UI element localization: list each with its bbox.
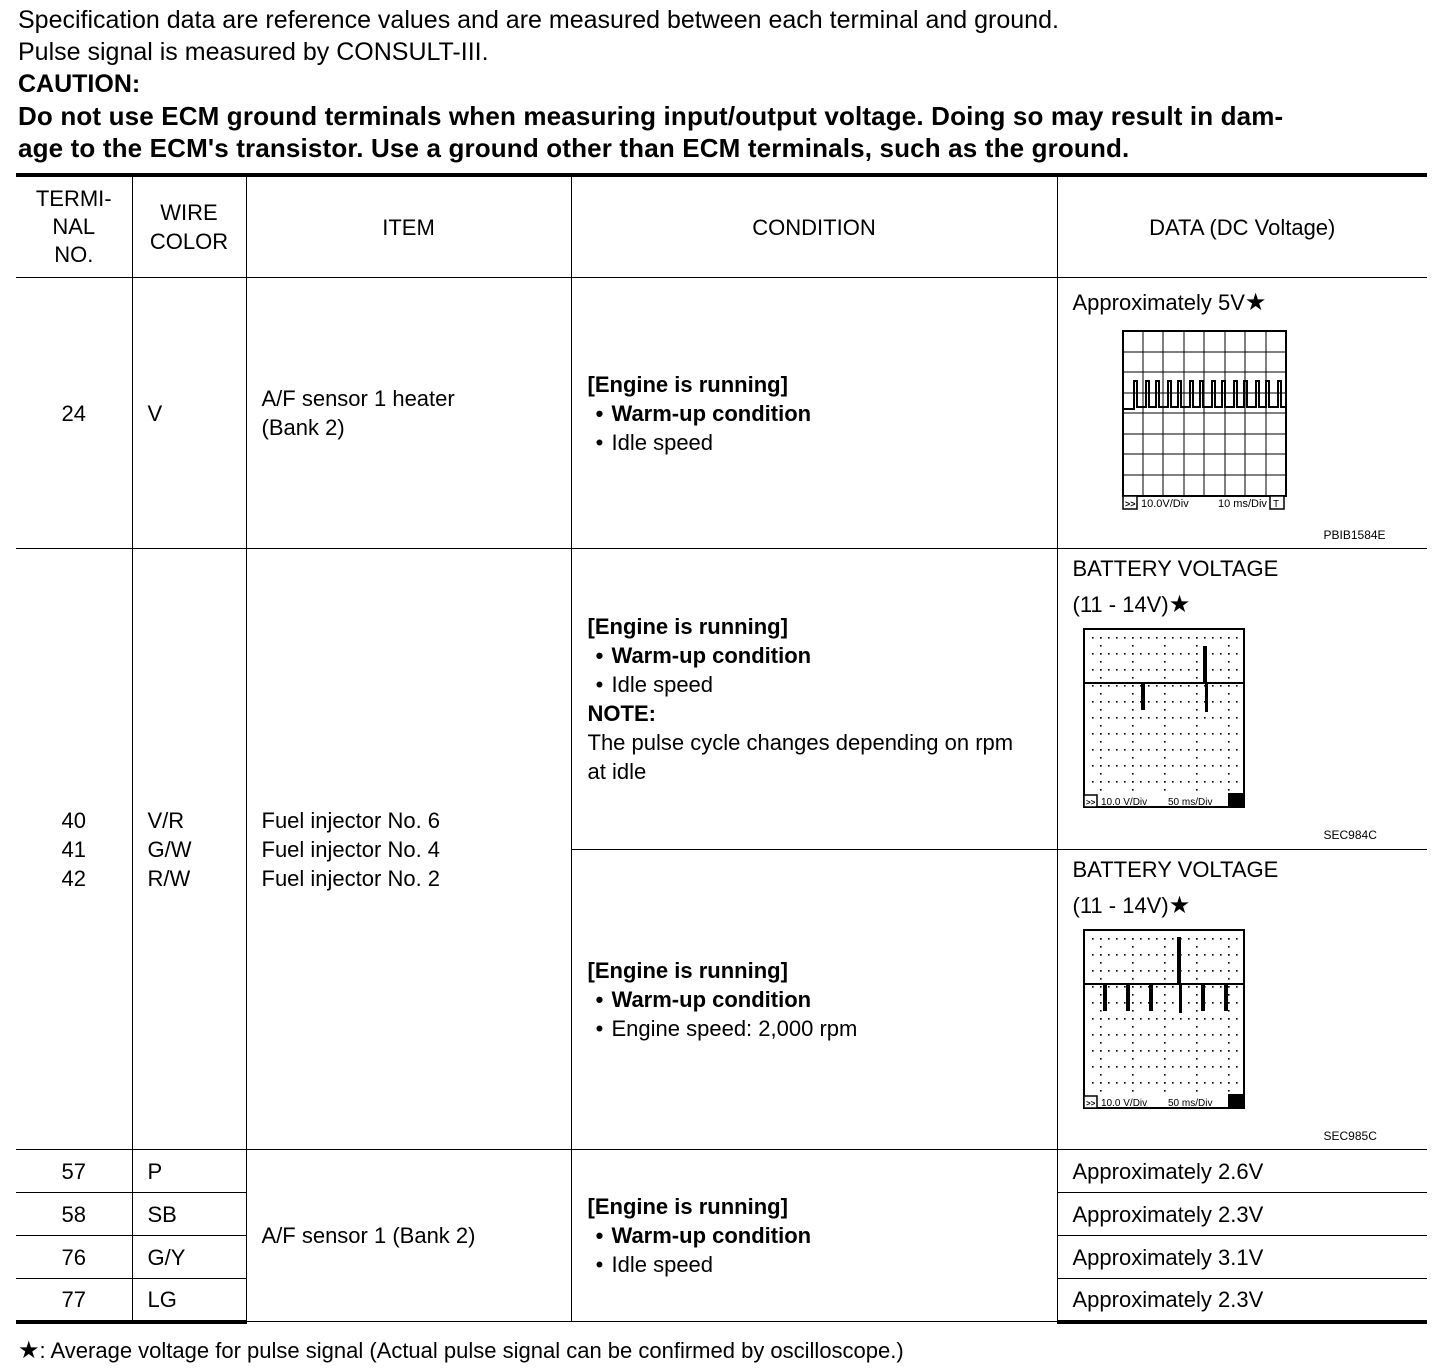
condition-heading: [Engine is running] xyxy=(587,614,788,639)
terminal-number: 40 xyxy=(61,807,86,833)
note-text: The pulse cycle changes depending on rpm xyxy=(587,730,1014,755)
intro-text xyxy=(18,4,1438,164)
scope-scale-label: 10.0V/Div xyxy=(1140,498,1189,510)
data-cell: Approximately 2.6V xyxy=(1057,1150,1427,1193)
terminal-cell: 77 xyxy=(16,1279,132,1322)
wire-color: R/W xyxy=(147,865,191,891)
scope-time-label: 50 ms/Div xyxy=(1167,1098,1212,1109)
item-cell xyxy=(246,549,571,1150)
scope-trigger-label: T xyxy=(1272,499,1279,510)
data-line: BATTERY VOLTAGE xyxy=(1072,556,1279,581)
data-value: Approximately 5V★ xyxy=(1072,289,1267,316)
item-line: Fuel injector No. 2 xyxy=(261,865,441,891)
condition-cell xyxy=(571,278,1057,549)
terminal-cell xyxy=(16,549,132,1150)
waveform-image xyxy=(1080,627,1260,817)
wire-cell: V xyxy=(132,278,246,549)
wire-cell: LG xyxy=(132,1279,246,1322)
condition-cell xyxy=(571,1150,1057,1322)
condition-bullet: • Idle speed xyxy=(588,428,1057,457)
spec-note-line: Specification data are reference values and are measured between each terminal and ground. xyxy=(18,6,1059,34)
star-icon: ★ xyxy=(1244,289,1267,316)
note-label: NOTE: xyxy=(587,701,656,726)
terminal-cell: 57 xyxy=(16,1150,132,1193)
item-line: Fuel injector No. 4 xyxy=(261,836,441,862)
terminal-number: 41 xyxy=(61,836,86,862)
image-code: PBIB1584E xyxy=(1323,528,1386,542)
data-cell xyxy=(1057,278,1427,549)
condition-heading: [Engine is running] xyxy=(587,1194,788,1219)
header-wire-l2: COLOR xyxy=(149,229,229,254)
condition-heading: [Engine is running] xyxy=(587,958,788,983)
svg-text:>>: >> xyxy=(1124,499,1136,509)
pulse-note-line: Pulse signal is measured by CONSULT-III. xyxy=(18,38,489,66)
condition-bullet: • Warm-up condition xyxy=(588,399,1057,428)
item-line: (Bank 2) xyxy=(261,415,345,440)
svg-text:>>: >> xyxy=(1085,798,1095,807)
condition-bullet: • Warm-up condition xyxy=(588,985,1057,1014)
terminal-cell: 58 xyxy=(16,1193,132,1236)
terminal-cell: 76 xyxy=(16,1236,132,1279)
caution-label: CAUTION: xyxy=(18,70,141,98)
image-code: SEC984C xyxy=(1323,828,1377,842)
header-terminal-l3: NO. xyxy=(54,242,94,267)
header-wire xyxy=(132,175,246,278)
data-cell xyxy=(1057,549,1427,850)
condition-bullet: • Engine speed: 2,000 rpm xyxy=(588,1014,1057,1043)
condition-cell xyxy=(571,549,1057,850)
header-terminal xyxy=(16,175,132,278)
footnote-text: : Average voltage for pulse signal (Actual pulse signal can be confirmed by oscilloscope.) xyxy=(39,1338,904,1363)
condition-bullet: • Warm-up condition xyxy=(588,641,1057,670)
svg-text:>>: >> xyxy=(1085,1099,1095,1108)
data-value: BATTERY VOLTAGE (11 - 14V)★ xyxy=(1073,850,1428,924)
table-row xyxy=(16,1150,1427,1193)
wire-cell: G/Y xyxy=(132,1236,246,1279)
footnote xyxy=(18,1336,904,1365)
scope-time-label: 50 ms/Div xyxy=(1167,797,1212,808)
item-cell: A/F sensor 1 (Bank 2) xyxy=(246,1150,571,1322)
terminal-cell: 24 xyxy=(16,278,132,549)
data-value: BATTERY VOLTAGE (11 - 14V)★ xyxy=(1073,549,1428,623)
star-icon: ★ xyxy=(18,1337,40,1364)
wire-color: V/R xyxy=(147,807,185,833)
note-text: at idle xyxy=(587,759,647,784)
data-cell: Approximately 2.3V xyxy=(1057,1193,1427,1236)
caution-line-1: Do not use ECM ground terminals when measuring input/output voltage. Doing so may result in dam- xyxy=(18,101,1284,131)
image-code: SEC985C xyxy=(1323,1129,1377,1143)
data-line: BATTERY VOLTAGE xyxy=(1072,857,1279,882)
condition-heading: [Engine is running] xyxy=(587,371,788,397)
star-icon: ★ xyxy=(1168,892,1191,919)
waveform-image xyxy=(1080,928,1260,1118)
scope-time-label: 10 ms/Div xyxy=(1217,498,1267,510)
waveform-image xyxy=(1118,327,1298,517)
wire-cell: SB xyxy=(132,1193,246,1236)
table-row xyxy=(16,549,1427,850)
condition-cell xyxy=(571,850,1057,1150)
condition-bullet: • Warm-up condition xyxy=(588,1221,1057,1250)
data-cell: Approximately 2.3V xyxy=(1057,1279,1427,1322)
scope-scale-label: 10.0 V/Div xyxy=(1100,797,1147,808)
header-row xyxy=(16,175,1427,278)
star-icon: ★ xyxy=(1168,591,1191,618)
terminal-number: 42 xyxy=(61,865,86,891)
wire-cell: P xyxy=(132,1150,246,1193)
header-condition: CONDITION xyxy=(571,175,1057,278)
item-line: Fuel injector No. 6 xyxy=(261,807,441,833)
item-line: A/F sensor 1 heater xyxy=(261,386,455,411)
table-row xyxy=(16,278,1427,549)
header-terminal-l1: TERMI- xyxy=(35,186,112,211)
data-cell: Approximately 3.1V xyxy=(1057,1236,1427,1279)
terminal-spec-table xyxy=(16,173,1427,1324)
header-wire-l1: WIRE xyxy=(160,200,218,225)
condition-bullet: • Idle speed xyxy=(588,670,1057,699)
header-item: ITEM xyxy=(246,175,571,278)
caution-line-2: age to the ECM's transistor. Use a ground other than ECM terminals, such as the ground. xyxy=(18,133,1130,163)
wire-cell xyxy=(132,549,246,1150)
item-cell xyxy=(246,278,571,549)
condition-bullet: • Idle speed xyxy=(588,1250,1057,1279)
scope-scale-label: 10.0 V/Div xyxy=(1100,1098,1147,1109)
wire-color: G/W xyxy=(147,836,192,862)
header-data: DATA (DC Voltage) xyxy=(1057,175,1427,278)
data-cell xyxy=(1057,850,1427,1150)
header-terminal-l2: NAL xyxy=(52,214,96,239)
